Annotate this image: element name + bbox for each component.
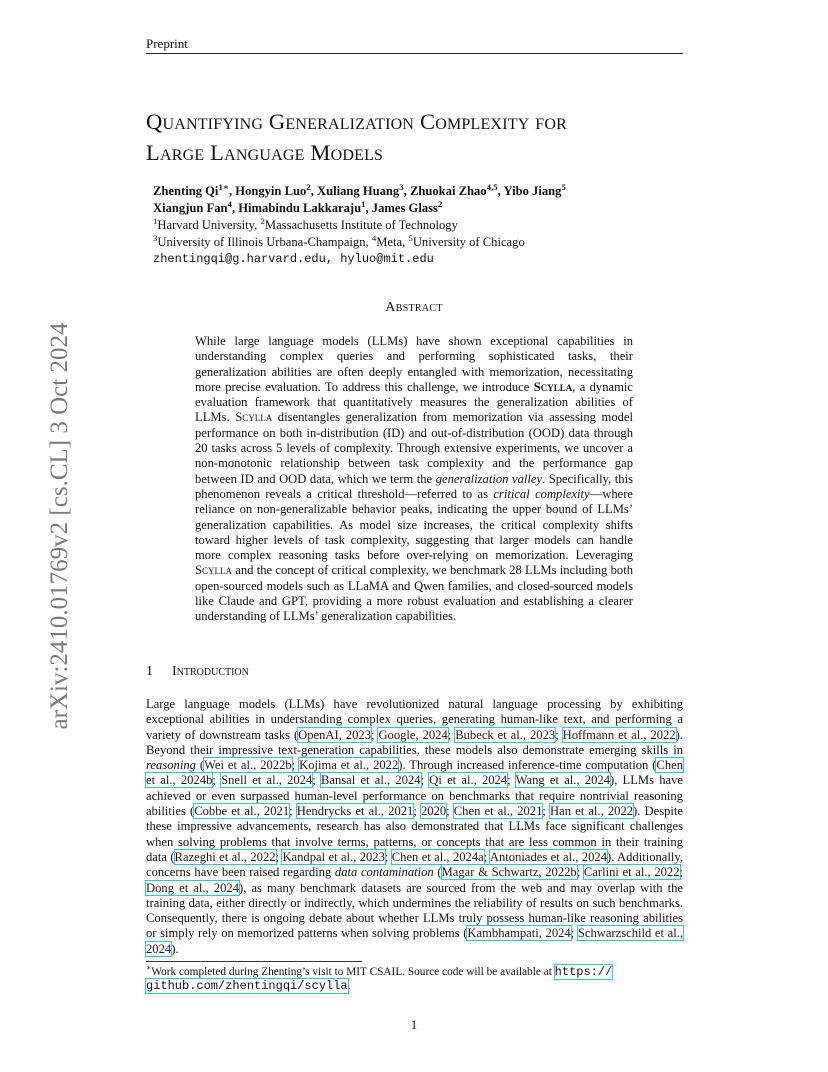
author-name: Hongyin Luo — [235, 184, 307, 198]
intro-text: ). Despite these impressive advancements, research has also demonstrated that LLMs face significant challenges when solving problems that involve terms, patterns, or concepts that are less common in their training data ( — [146, 804, 683, 864]
citation-link[interactable]: Han et al., 2022 — [550, 804, 634, 819]
author-affil-mark: 2 — [306, 181, 311, 192]
section-number: 1 — [146, 664, 153, 679]
term-reasoning: reasoning — [146, 758, 196, 773]
author-affil-mark: 4 — [227, 198, 232, 209]
footnote-text: Work completed during Zhenting’s visit to MIT CSAIL. Source code will be available at — [151, 966, 555, 978]
running-header: Preprint — [146, 36, 188, 51]
source-code-link[interactable]: github.com/zhentingqi/scylla — [146, 978, 348, 993]
author-affil-mark: 5 — [561, 181, 566, 192]
scylla-name: Scylla — [533, 379, 573, 394]
term-generalization-valley: generalization valley — [435, 471, 543, 486]
citation-link[interactable]: Kojima et al., 2022 — [299, 758, 399, 773]
header-rule — [146, 53, 683, 54]
affiliation-line-1: $^1$Harvard University, $^2$Massachusetts Institute of Technology — [153, 215, 458, 232]
affiliation: Massachusetts Institute of Technology — [264, 218, 458, 232]
source-code-link[interactable]: https:// — [554, 965, 613, 979]
intro-text: ). Additionally, concerns have been raised regarding — [146, 849, 684, 880]
intro-text: ). Through increased inference-time computation ( — [398, 758, 657, 773]
footnote-rule — [146, 961, 362, 962]
arxiv-sidebar-stamp — [44, 291, 76, 761]
citation-link[interactable]: Google, 2024 — [378, 727, 448, 742]
title-line-1: Quantifying Generalization Complexity for — [146, 109, 567, 134]
section-title: Introduction — [172, 664, 249, 679]
affiliation: Harvard University, — [157, 218, 261, 232]
author-affil-mark: 2 — [437, 198, 443, 209]
citation-link[interactable]: Bansal et al., 2024 — [320, 773, 421, 788]
citation-link[interactable]: 2020 — [420, 804, 447, 819]
citation-link[interactable]: Antoniades et al., 2024 — [489, 849, 607, 864]
citation-link[interactable]: Kandpal et al., 2023 — [282, 849, 385, 864]
author-name: Zhenting Qi — [153, 184, 219, 198]
author-affil-mark: 1 — [361, 198, 366, 209]
intro-text: ), as many benchmark datasets are sourced from the web and may overlap with the training data, either directly or indirectly, which undermines the reliability of results on such benchmarks. Consequently, there is ongoing debate about whether LLMs truly possess human-like reasoning abilities or simply rely on memorized patterns when solving problems ( — [146, 880, 684, 941]
citation-link[interactable]: Hoffmann et al., 2022 — [562, 727, 676, 742]
citation-link[interactable]: OpenAI, 2023 — [298, 727, 371, 742]
footnote — [146, 963, 683, 993]
term-data-contamination: data contamination — [334, 865, 434, 880]
intro-text: ( — [433, 865, 442, 880]
citation-link[interactable]: Magar & Schwartz, 2022b — [441, 865, 577, 880]
introduction-paragraph: Large language models (LLMs) have revolutionized natural language processing by exhibiting exceptional abilities in understanding complex queries, generating human-like text, and performing a variety of downstream tasks (OpenAI, 2023; Google, 2024; Bubeck et al., 2023; Hoffmann et al., 2022). Beyond their impressive text-generation capabilities, these models also demonstrate emerging skills in reasoning (Wei et al., 2022b; Kojima et al., 2022). Through increased inference-time computation (Chen et al., 2024b; Snell et al., 2024; Bansal et al., 2024; Qi et al., 2024; Wang et al., 2024), LLMs have achieved or even surpassed human-level performance on benchmarks that require nontrivial reasoning abilities (Cobbe et al., 2021; Hendrycks et al., 2021; 2020; Chen et al., 2021; Han et al., 2022). Despite these impressive advancements, research has also demonstrated that LLMs face significant challenges when solving problems that involve terms, patterns, or concepts that are less common in their training data (Razeghi et al., 2022; Kandpal et al., 2023; Chen et al., 2024a; Antoniades et al., 2024). Additionally, concerns have been raised regarding data contamination (Magar & Schwartz, 2022b; Carlini et al., 2022; Dong et al., 2024), as many benchmark datasets are sourced from the web and may overlap with the training data, either directly or indirectly, which undermines the reliability of results on such benchmarks. Consequently, there is ongoing debate about whether LLMs truly possess human-like reasoning abilities or simply rely on memorized patterns when solving problems (Kambhampati, 2024; Schwarzschild et al., 2024). — [146, 697, 684, 956]
abstract-text: While large language models (LLMs) have shown exceptional capabilities in understanding complex queries and performing sophisticated tasks, their generalization abilities are often deeply entangled with memorization, necessitating more precise evaluation. To address this challenge, we introduce — [195, 334, 633, 394]
affiliation: Meta, — [376, 235, 409, 249]
citation-link[interactable]: Cobbe et al., 2021 — [194, 804, 290, 819]
author-affil-mark: 4,5 — [486, 181, 498, 192]
citation-link[interactable]: Razeghi et al., 2022 — [174, 849, 276, 864]
abstract-heading: Abstract — [385, 300, 443, 315]
author-affil-mark: 3 — [399, 181, 404, 192]
author-name: Xuliang Huang — [316, 184, 400, 198]
author-name: James Glass — [371, 201, 438, 215]
affiliation: University of Illinois Urbana-Champaign, — [157, 235, 372, 249]
arxiv-id: arXiv:2410.01769v2 [cs.CL] 3 Oct 2024 — [46, 322, 73, 730]
citation-link[interactable]: Chen et al., 2021 — [453, 804, 543, 819]
author-name: Himabindu Lakkaraju — [238, 201, 362, 215]
author-block — [153, 183, 693, 268]
citation-link[interactable]: Wang et al., 2024 — [515, 773, 610, 788]
intro-text: ), LLMs have achieved or even surpassed human-level performance on benchmarks that require nontrivial reasoning abilities ( — [146, 773, 684, 819]
citation-link[interactable]: Chen et al., 2024b — [146, 758, 684, 788]
abstract-text: , a dynamic evaluation framework that quantitatively measures the generalization abilities of LLMs. — [195, 379, 633, 425]
author-name: Zhuokai Zhao — [409, 184, 487, 198]
page-number: 1 — [410, 1017, 418, 1032]
citation-link[interactable]: Hendrycks et al., 2021 — [296, 804, 414, 819]
abstract-text: —where reliance on non-generalizable behavior peaks, indicating the upper bound of LLMs’ generalization capabilities. As model size increases, the critical complexity shifts toward higher levels of task complexity, suggesting that larger models can handle more complex reasoning tasks before over-relying on memorization. Leveraging — [195, 486, 633, 563]
intro-text: ( — [195, 758, 205, 773]
abstract-text: and the concept of critical complexity, we benchmark 28 LLMs including both open-sourced models such as LLaMA and Qwen families, and closed-sourced models like Claude and GPT, providing a more robust evaluation and establishing a clearer understanding of LLMs’ generalization capabilities. — [195, 563, 633, 624]
section-heading-introduction — [146, 664, 249, 680]
author-affil-mark: 1∗ — [218, 181, 229, 192]
abstract-body — [195, 334, 633, 625]
intro-text: Large language models (LLMs) have revolutionized natural language processing by exhibiting exceptional abilities in understanding complex queries, generating human-like text, and performing a variety of downstream tasks ( — [146, 697, 683, 742]
scylla-name: Scylla — [235, 410, 273, 425]
scylla-name: Scylla — [195, 563, 233, 578]
citation-link[interactable]: Schwarzschild et al., 2024 — [146, 926, 683, 956]
citation-link[interactable]: Qi et al., 2024 — [429, 773, 508, 788]
abstract-text: . Specifically, this phenomenon reveals a critical threshold—referred to as — [195, 471, 633, 501]
citation-link[interactable]: Dong et al., 2024 — [146, 880, 239, 895]
intro-text: ). — [171, 941, 179, 956]
intro-text: ). Beyond their impressive text-generation capabilities, these models also demonstrate emerging skills in — [146, 727, 683, 757]
author-name: Xiangjun Fan — [153, 201, 228, 215]
footnote-mark: ∗ — [146, 963, 152, 973]
affiliation: University of Chicago — [412, 235, 525, 249]
affiliation-line-2: $^3$University of Illinois Urbana-Champaign, $^4$Meta, $^5$University of Chicago — [153, 232, 525, 249]
author-names: Zhenting $Qi^{1∗}$, Hongyin Luo$^2$, Xuliang Huang$^3$, Zhuokai Zhao$^{4,5}$, Yibo Jiang$^5$ Xiangjun Fan$^4$, Himabindu Lakkaraju$^1$, James Glass$^2$ — [153, 181, 566, 215]
citation-link[interactable]: Wei et al., 2022b — [204, 758, 292, 773]
citation-link[interactable]: Kambhampati, 2024 — [467, 926, 571, 941]
author-name: Yibo Jiang — [503, 184, 562, 198]
term-critical-complexity: critical complexity — [493, 486, 590, 501]
citation-link[interactable]: Carlini et al., 2022 — [583, 865, 680, 880]
paper-title — [146, 106, 686, 168]
citation-link[interactable]: Snell et al., 2024 — [221, 773, 313, 788]
citation-link[interactable]: Chen et al., 2024a — [391, 849, 484, 864]
author-emails[interactable]: zhentingqi@g.harvard.edu, hyluo@mit.edu — [153, 252, 434, 266]
abstract-text: disentangles generalization from memorization via assessing model performance on both in-distribution (ID) and out-of-distribution (OOD) data through 20 tasks across 5 levels of complexity. Through extensive experiments, we uncover a non-monotonic relationship between task complexity and the performance gap between ID and OOD data, which we term the — [195, 410, 633, 486]
title-line-2: Large Language Models — [146, 140, 384, 165]
citation-link[interactable]: Bubeck et al., 2023 — [455, 727, 556, 742]
footnote-text: . — [347, 979, 351, 992]
